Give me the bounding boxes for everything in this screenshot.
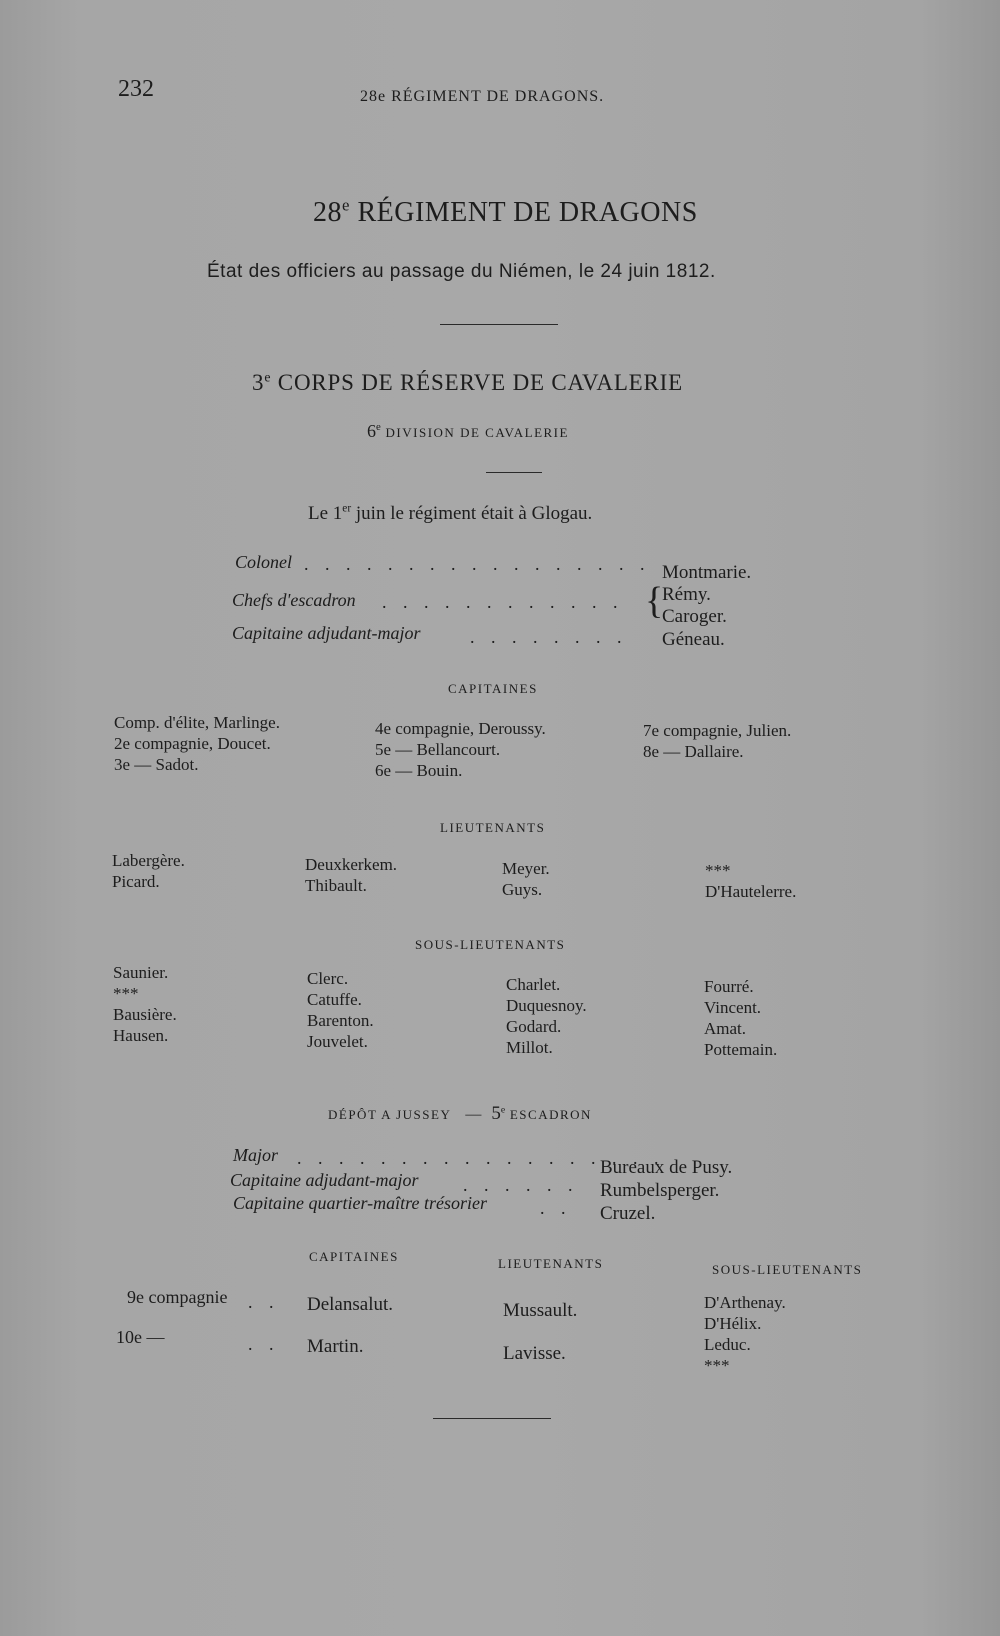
list-item: 4e compagnie, Deroussy. <box>375 719 546 738</box>
list-item: D'Hélix. <box>704 1314 762 1333</box>
lieutenants-col-1 <box>112 850 185 892</box>
staff-role-chefs: Chefs d'escadron <box>232 590 356 610</box>
lieutenants-col-3 <box>502 858 550 900</box>
page-subtitle: État des officiers au passage du Niémen, le 24 juin 1812. <box>207 261 716 282</box>
division-number: 6 <box>367 421 376 441</box>
leader-dots: . . . . . . <box>463 1175 579 1195</box>
list-item: D'Arthenay. <box>704 1293 786 1312</box>
june-note <box>308 503 592 525</box>
list-item: 5e — Bellancourt. <box>375 740 501 759</box>
division-suffix: e <box>376 421 381 433</box>
sous-lieutenants-col-3 <box>506 974 587 1058</box>
title-number: 28 <box>313 197 342 228</box>
list-item: Clerc. <box>307 969 349 988</box>
list-item: 7e compagnie, Julien. <box>643 721 792 740</box>
corps-number: 3 <box>252 370 265 395</box>
sous-lieutenants-col-2 <box>307 968 374 1052</box>
leader-dots: . . . . . . . . . . . . <box>382 592 624 612</box>
staff-role-colonel: Colonel <box>235 552 292 572</box>
depot-heading-number: 5 <box>491 1103 501 1124</box>
staff-name-chef-1: Rémy. <box>662 584 711 605</box>
depot-heading-lieutenants: LIEUTENANTS <box>498 1256 604 1271</box>
division-text: DIVISION DE CAVALERIE <box>380 425 569 440</box>
depot-role-major: Major <box>233 1145 278 1165</box>
section-heading-lieutenants: LIEUTENANTS <box>440 820 546 835</box>
list-item: Catuffe. <box>307 990 362 1009</box>
depot-heading-text: DÉPÔT A JUSSEY <box>328 1107 452 1122</box>
list-item: Millot. <box>506 1038 553 1057</box>
depot-heading-dash: — <box>465 1106 482 1123</box>
list-item: Thibault. <box>305 876 367 895</box>
list-item: Saunier. <box>113 963 169 982</box>
list-item: Vincent. <box>704 998 762 1017</box>
staff-name-adjudant: Géneau. <box>662 629 725 650</box>
leader-dots: . . <box>540 1198 572 1218</box>
leader-dots: . . <box>248 1292 280 1312</box>
list-item: Guys. <box>502 880 543 899</box>
depot-heading-sous-lieutenants: SOUS-LIEUTENANTS <box>712 1262 863 1277</box>
capitaines-col-3 <box>643 720 791 762</box>
lieutenants-col-2 <box>305 854 397 896</box>
brace: { <box>645 580 664 622</box>
divider <box>486 472 542 473</box>
list-item: *** <box>705 861 731 880</box>
capitaines-col-1 <box>114 712 280 775</box>
depot-heading-suffix: e <box>500 1104 506 1116</box>
list-item: *** <box>704 1356 730 1375</box>
list-item: Deuxkerkem. <box>305 855 398 874</box>
list-item: Meyer. <box>502 859 550 878</box>
depot-name-tresorier: Cruzel. <box>600 1203 656 1224</box>
june-note-post: juin le régiment était à Glogau. <box>351 503 593 524</box>
list-item: *** <box>113 984 139 1003</box>
lieutenants-col-4 <box>705 860 796 902</box>
leader-dots: . . . . . . . . . . . . . . . . . <box>304 554 651 574</box>
depot-name-major: Bureaux de Pusy. <box>600 1157 733 1178</box>
section-heading-capitaines: CAPITAINES <box>448 681 538 696</box>
division-heading <box>367 421 569 442</box>
list-item: Hausen. <box>113 1026 169 1045</box>
title-text: RÉGIMENT DE DRAGONS <box>349 197 698 228</box>
list-item: 6e — Bouin. <box>375 761 463 780</box>
divider <box>440 324 558 325</box>
depot-company-10: 10e — <box>116 1327 165 1347</box>
running-head: 28e RÉGIMENT DE DRAGONS. <box>360 88 605 105</box>
list-item: 8e — Dallaire. <box>643 742 744 761</box>
depot-role-adjudant: Capitaine adjudant-major <box>230 1170 419 1190</box>
depot-role-tresorier: Capitaine quartier-maître trésorier <box>233 1193 487 1213</box>
list-item: Duquesnoy. <box>506 996 587 1015</box>
leader-dots: . . . . . . . . <box>470 627 628 647</box>
depot-capitaine-9: Delansalut. <box>307 1294 394 1315</box>
list-item: Jouvelet. <box>307 1032 368 1051</box>
title-suffix: e <box>342 195 350 215</box>
capitaines-col-2 <box>375 718 546 781</box>
depot-lieutenant-10: Lavisse. <box>503 1343 566 1364</box>
depot-capitaine-10: Martin. <box>307 1336 364 1357</box>
june-note-sup: er <box>342 502 352 515</box>
list-item: Fourré. <box>704 977 754 996</box>
list-item: Amat. <box>704 1019 747 1038</box>
depot-heading-capitaines: CAPITAINES <box>309 1249 399 1264</box>
list-item: Leduc. <box>704 1335 751 1354</box>
list-item: Pottemain. <box>704 1040 778 1059</box>
sous-lieutenants-col-1 <box>113 962 177 1046</box>
list-item: Godard. <box>506 1017 562 1036</box>
corps-suffix: e <box>264 369 272 385</box>
corps-text: CORPS DE RÉSERVE DE CAVALERIE <box>271 370 683 395</box>
leader-dots: . . . . . . . . . . . . . . . . . . <box>297 1148 665 1168</box>
section-heading-sous-lieutenants: SOUS-LIEUTENANTS <box>415 937 566 952</box>
june-note-pre: Le 1 <box>308 503 343 524</box>
staff-name-chef-2: Caroger. <box>662 606 727 627</box>
list-item: Charlet. <box>506 975 561 994</box>
depot-heading-escadron: ESCADRON <box>505 1107 592 1122</box>
page-title <box>313 197 698 229</box>
depot-lieutenant-9: Mussault. <box>503 1300 578 1321</box>
staff-name-colonel: Montmarie. <box>662 562 752 583</box>
depot-name-adjudant: Rumbelsperger. <box>600 1180 720 1201</box>
page-number: 232 <box>118 76 154 102</box>
list-item: D'Hautelerre. <box>705 882 797 901</box>
corps-heading <box>252 370 683 396</box>
staff-role-adjudant: Capitaine adjudant-major <box>232 623 421 643</box>
leader-dots: . . <box>248 1334 280 1354</box>
sous-lieutenants-col-4 <box>704 976 777 1060</box>
divider <box>433 1418 551 1419</box>
list-item: Barenton. <box>307 1011 374 1030</box>
depot-sous-lieutenants <box>704 1292 786 1376</box>
list-item: Labergère. <box>112 851 185 870</box>
depot-heading <box>328 1103 592 1125</box>
list-item: 2e compagnie, Doucet. <box>114 734 271 753</box>
list-item: Picard. <box>112 872 160 891</box>
list-item: 3e — Sadot. <box>114 755 199 774</box>
list-item: Comp. d'élite, Marlinge. <box>114 713 280 732</box>
depot-company-9: 9e compagnie <box>127 1287 228 1307</box>
list-item: Bausière. <box>113 1005 177 1024</box>
